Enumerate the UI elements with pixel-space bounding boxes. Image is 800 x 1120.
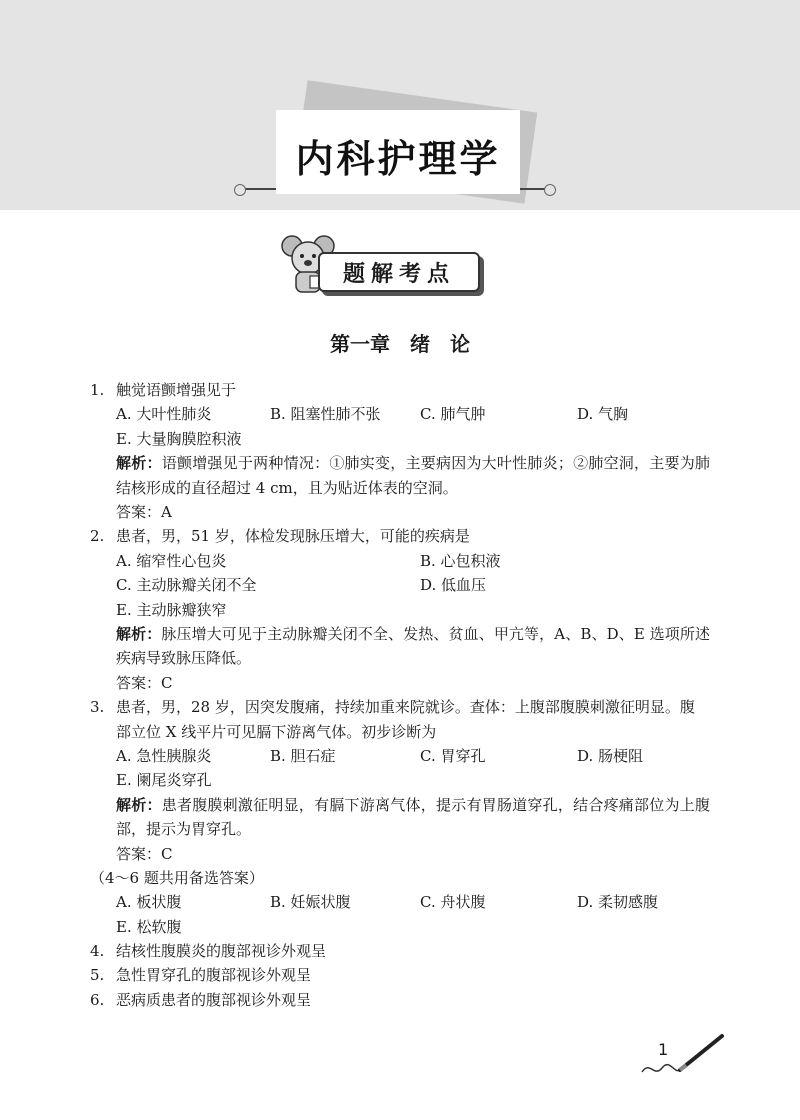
option: C. 主动脉瓣关闭不全: [116, 576, 257, 595]
chapter-number: 第一章: [330, 332, 390, 356]
page-number: 1: [658, 1040, 669, 1059]
option: C. 肺气肿: [420, 405, 486, 424]
question-2-options: [90, 549, 710, 573]
question-1-explanation: 解析：语颤增强见于两种情况：①肺实变，主要病因为大叶性肺炎；②肺空洞，主要为肺结核形成的直径超过 4 cm，且为贴近体表的空洞。: [116, 454, 710, 497]
option: D. 柔韧感腹: [577, 893, 659, 912]
option: D. 低血压: [420, 576, 487, 595]
question-3-explanation: 解析：患者腹膜刺激征明显，有膈下游离气体，提示有胃肠道穿孔，结合疼痛部位为上腹部，提示为胃穿孔。: [116, 795, 710, 839]
option: D. 肠梗阻: [577, 746, 644, 765]
question-5-stem: 5. 急性胃穿孔的腹部视诊外观呈: [90, 966, 312, 985]
option: E. 主动脉瓣狭窄: [116, 600, 227, 619]
header-rule-dot-left: [234, 184, 246, 196]
option: E. 大量胸膜腔积液: [116, 429, 242, 448]
question-3-stem: 3. 患者，男，28 岁，因突发腹痛，持续加重来院就诊。查体：上腹部腹膜刺激征明显。腹: [90, 698, 695, 717]
header-rule-dot-right: [544, 184, 556, 196]
option: C. 舟状腹: [420, 893, 486, 912]
question-6-stem: 6. 恶病质患者的腹部视诊外观呈: [90, 990, 312, 1009]
chapter-word-2: 论: [450, 332, 470, 356]
chapter-title: [0, 328, 800, 357]
option: A. 板状腹: [116, 893, 182, 912]
question-1-options: [90, 402, 710, 426]
option: D. 气胸: [577, 405, 629, 424]
question-1-stem: 1. 触觉语颤增强见于: [90, 381, 237, 399]
section-badge: 题解考点: [318, 252, 480, 292]
question-list: [90, 378, 710, 1012]
option: A. 急性胰腺炎: [116, 746, 212, 765]
question-2-answer: 答案：C: [116, 673, 173, 692]
option: B. 妊娠状腹: [270, 893, 351, 912]
question-3-stem-cont: 部立位 X 线平片可见膈下游离气体。初步诊断为: [116, 722, 437, 741]
question-1-answer: 答案：A: [116, 502, 172, 521]
option: B. 心包积液: [420, 551, 501, 570]
option: B. 阻塞性肺不张: [270, 405, 381, 424]
shared-options-title: （4～6 题共用备选答案）: [90, 868, 264, 887]
question-3-options: [90, 744, 710, 768]
question-2-explanation: 解析：脉压增大可见于主动脉瓣关闭不全、发热、贫血、甲亢等，A、B、D、E 选项所述疾病导致脉压降低。: [116, 624, 710, 668]
option: C. 胃穿孔: [420, 746, 486, 765]
question-4-stem: 4. 结核性腹膜炎的腹部视诊外观呈: [90, 942, 327, 961]
subject-title: 内科护理学: [295, 137, 501, 181]
question-2-stem: 2. 患者，男，51 岁，体检发现脉压增大，可能的疾病是: [90, 527, 470, 546]
option: B. 胆石症: [270, 746, 336, 765]
chapter-word-1: 绪: [410, 332, 430, 356]
pen-scribble-icon: [640, 1030, 730, 1080]
shared-options: [90, 890, 710, 914]
option: E. 松软腹: [116, 917, 182, 936]
option: A. 缩窄性心包炎: [116, 551, 227, 570]
option: E. 阑尾炎穿孔: [116, 771, 212, 790]
option: A. 大叶性肺炎: [116, 405, 212, 424]
question-3-answer: 答案：C: [116, 844, 173, 863]
